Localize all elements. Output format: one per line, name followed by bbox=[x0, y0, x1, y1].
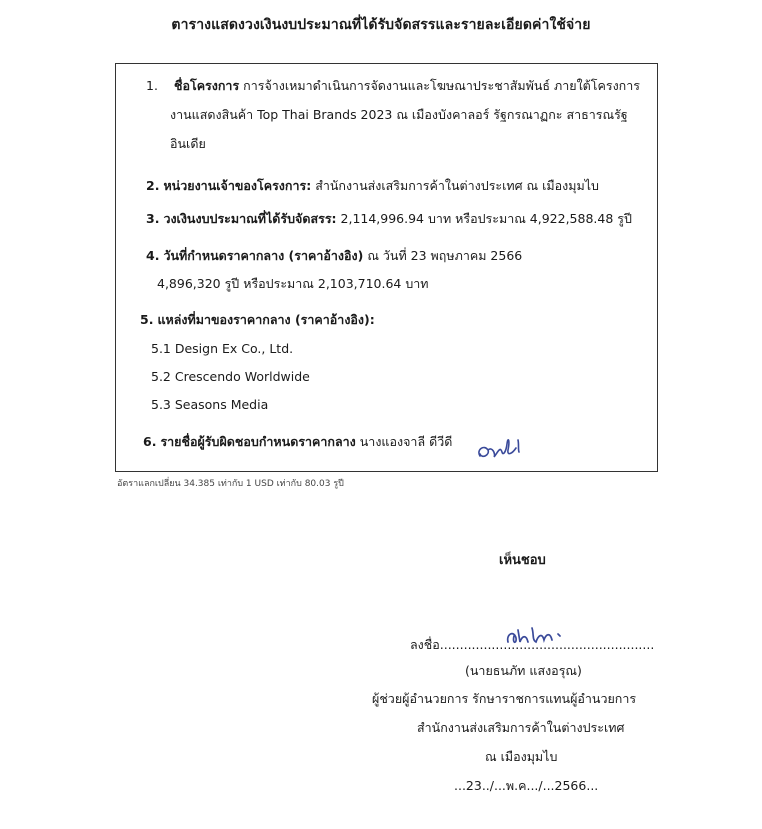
item-1-value: การจ้างเหมาดำเนินการจัดงานและโฆษณาประชาสัมพันธ์ ภายใต้โครงการ bbox=[243, 78, 640, 93]
approver-position-1: ผู้ช่วยผู้อำนวยการ รักษาราชการแทนผู้อำนวยการ bbox=[372, 691, 637, 706]
item-3-number: 3. bbox=[146, 211, 160, 226]
item-2-number: 2. bbox=[146, 178, 160, 193]
item-1-number: 1. bbox=[146, 78, 158, 93]
item-3-label: วงเงินงบประมาณที่ได้รับจัดสรร: bbox=[163, 211, 337, 226]
source-item: 5.3 Seasons Media bbox=[151, 397, 269, 412]
approval-date: ...23../...พ.ค.../...2566... bbox=[454, 778, 599, 793]
item-2 bbox=[146, 178, 599, 194]
item-5-label: แหล่งที่มาของราคากลาง (ราคาอ้างอิง): bbox=[157, 312, 375, 327]
item-1-line-2: งานแสดงสินค้า Top Thai Brands 2023 ณ เมืองบังคาลอร์ รัฐกรณาฏกะ สาธารณรัฐ bbox=[170, 107, 628, 122]
item-6 bbox=[143, 434, 452, 450]
responsible-person-signature bbox=[474, 430, 524, 464]
signature-dots: ...................................................... bbox=[439, 637, 655, 652]
item-4-value: ณ วันที่ 23 พฤษภาคม 2566 bbox=[367, 248, 523, 263]
item-6-label: รายชื่อผู้รับผิดชอบกำหนดราคากลาง bbox=[160, 434, 356, 449]
approver-name: (นายธนภัท แสงอรุณ) bbox=[465, 663, 582, 678]
source-item: 5.1 Design Ex Co., Ltd. bbox=[151, 341, 294, 356]
item-3 bbox=[146, 211, 632, 227]
item-6-value: นางแองจาลี ดีวีดี bbox=[359, 434, 453, 449]
approver-position-2: สำนักงานส่งเสริมการค้าในต่างประเทศ bbox=[417, 720, 625, 735]
item-5-number: 5. bbox=[140, 312, 154, 327]
item-6-number: 6. bbox=[143, 434, 157, 449]
item-1-line-3: อินเดีย bbox=[170, 136, 206, 151]
item-4-number: 4. bbox=[146, 248, 160, 263]
item-4 bbox=[146, 248, 522, 264]
approver-signature bbox=[502, 624, 572, 648]
document-title: ตารางแสดงวงเงินงบประมาณที่ได้รับจัดสรรและรายละเอียดค่าใช้จ่าย bbox=[171, 17, 591, 33]
source-item: 5.2 Crescendo Worldwide bbox=[151, 369, 310, 384]
item-2-label: หน่วยงานเจ้าของโครงการ: bbox=[163, 178, 312, 193]
item-5 bbox=[140, 312, 375, 328]
exchange-rate-note: อัตราแลกเปลี่ยน 34.385 เท่ากับ 1 USD เท่ากับ 80.03 รูปี bbox=[117, 479, 344, 489]
approval-heading: เห็นชอบ bbox=[499, 553, 546, 568]
item-4-label: วันที่กำหนดราคากลาง (ราคาอ้างอิง) bbox=[163, 248, 364, 263]
item-2-value: สำนักงานส่งเสริมการค้าในต่างประเทศ ณ เมืองมุมไบ bbox=[315, 178, 599, 193]
approver-position-3: ณ เมืองมุมไบ bbox=[485, 749, 558, 764]
item-1 bbox=[146, 78, 640, 94]
signature-prefix: ลงชื่อ bbox=[410, 637, 440, 652]
item-3-value: 2,114,996.94 บาท หรือประมาณ 4,922,588.48 รูปี bbox=[340, 211, 632, 226]
item-4-line-2: 4,896,320 รูปี หรือประมาณ 2,103,710.64 บาท bbox=[157, 276, 429, 291]
item-1-label: ชื่อโครงการ bbox=[173, 78, 240, 93]
